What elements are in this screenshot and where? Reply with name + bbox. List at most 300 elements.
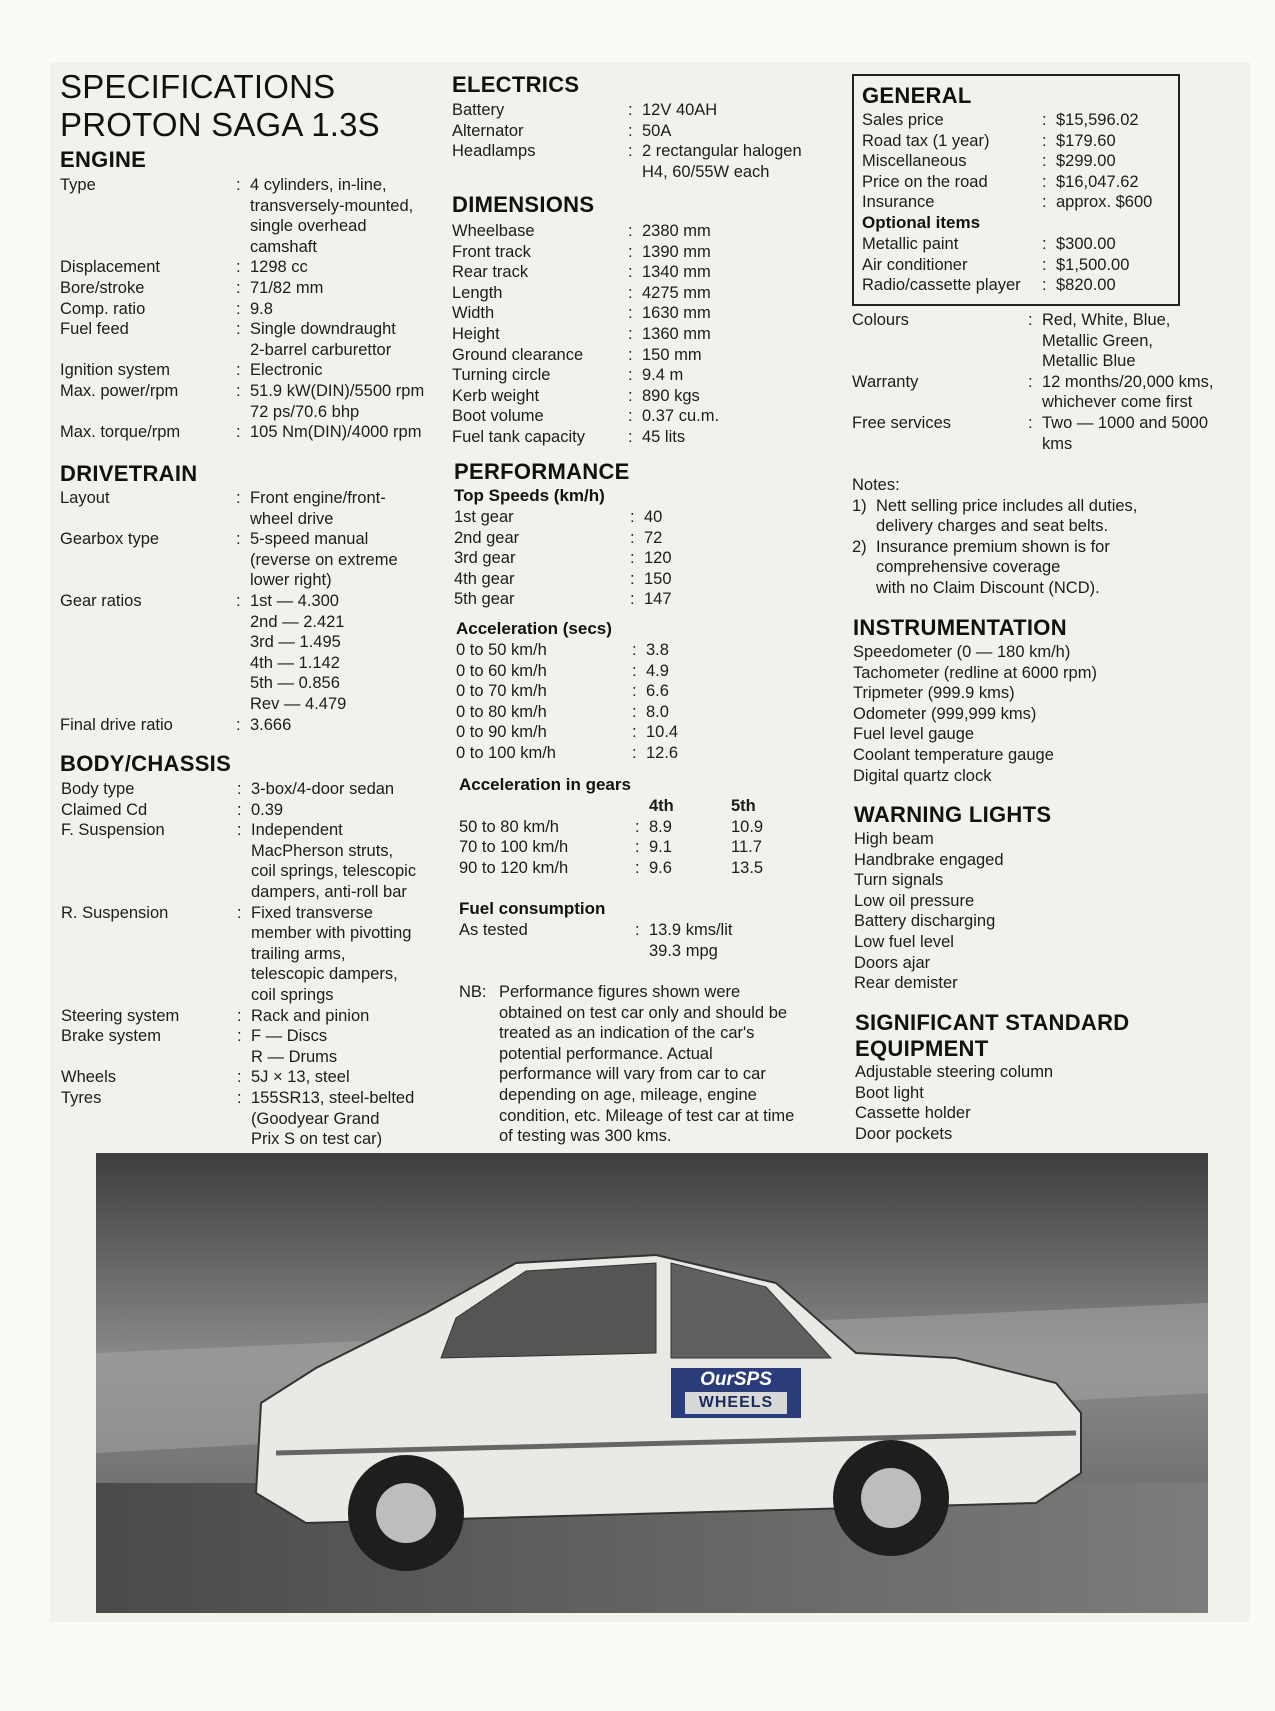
- colon-separator: :: [1042, 131, 1047, 150]
- colon-separator: :: [236, 423, 241, 442]
- spec-label: Wheelbase: [452, 222, 535, 240]
- spec-label: Colours: [852, 311, 909, 329]
- spec-label: Front track: [452, 242, 531, 261]
- spec-label: F. Suspension: [61, 821, 165, 840]
- spec-value: [1056, 255, 1172, 276]
- spec-row: [60, 278, 450, 299]
- spec-row: [862, 151, 1172, 172]
- list-item: Odometer (999,999 kms): [853, 704, 1037, 723]
- spec-value: [250, 175, 450, 257]
- spec-label: Battery: [452, 101, 505, 119]
- spec-value: [646, 702, 846, 723]
- spec-value-line: whichever come first: [1042, 393, 1193, 412]
- heading-line: SIGNIFICANT STANDARD: [855, 1010, 1130, 1035]
- spec-value-line: 50A: [642, 121, 672, 140]
- colon-separator: :: [632, 723, 637, 742]
- spec-value: [250, 319, 450, 360]
- spec-label: 1st gear: [454, 508, 514, 526]
- spec-label: Body type: [61, 780, 135, 798]
- gears-4th-value: 8.9: [649, 817, 672, 836]
- spec-label: Final drive ratio: [60, 715, 173, 734]
- notes-heading: Notes:: [852, 476, 900, 494]
- list-item: condition, etc. Mileage of test car at time: [499, 1106, 795, 1125]
- spec-value-line: lower right): [250, 571, 332, 590]
- spec-value: [644, 507, 844, 528]
- colon-separator: :: [632, 641, 637, 659]
- gears-5th-value: 10.9: [731, 817, 764, 836]
- spec-label: Rear track: [452, 263, 529, 282]
- colon-separator: :: [1028, 311, 1033, 329]
- spec-label: Miscellaneous: [862, 152, 967, 171]
- spec-row: [452, 365, 842, 386]
- spec-value: [1042, 413, 1252, 454]
- spec-value-line: 5J × 13, steel: [251, 1068, 350, 1087]
- colon-separator: :: [236, 591, 241, 610]
- spec-row: [452, 262, 842, 283]
- spec-label: R. Suspension: [61, 903, 169, 922]
- spec-row: [454, 528, 844, 549]
- spec-value-line: Rack and pinion: [251, 1006, 370, 1025]
- spec-value-line: 13.9 kms/lit: [649, 921, 733, 939]
- spec-row: [452, 345, 842, 366]
- spec-label: Comp. ratio: [60, 299, 146, 318]
- gears-row: [459, 858, 849, 879]
- spec-row: [452, 427, 842, 448]
- spec-value-line: 1630 mm: [642, 304, 711, 323]
- heading-line: EQUIPMENT: [855, 1036, 989, 1061]
- spec-value-line: 1390 mm: [642, 242, 711, 261]
- spec-label: Sales price: [862, 111, 944, 129]
- car-photo-image: [96, 1153, 1208, 1613]
- section-heading-engine: ENGINE: [60, 147, 147, 172]
- warning-lights-list: [854, 829, 1004, 994]
- spec-value-line: transversely-mounted,: [250, 196, 414, 215]
- general-prices: [862, 110, 1172, 213]
- spec-row: [60, 422, 450, 443]
- colon-separator: :: [237, 821, 242, 840]
- spec-label: Boot volume: [452, 407, 544, 426]
- spec-row: [60, 319, 450, 360]
- spec-label: 0 to 90 km/h: [456, 723, 547, 742]
- spec-value: [1056, 234, 1172, 255]
- spec-label: Fuel feed: [60, 320, 129, 339]
- note-line: Nett selling price includes all duties,: [876, 496, 1138, 515]
- nb-text: [499, 982, 794, 1147]
- spec-row: [452, 406, 842, 427]
- spec-value: [251, 1006, 451, 1027]
- acceleration-times: [456, 640, 846, 764]
- spec-value-line: 0.39: [251, 800, 284, 819]
- spec-row: [456, 702, 846, 723]
- spec-value-line: 72 ps/70.6 bhp: [250, 402, 360, 421]
- spec-value-line: F — Discs: [251, 1027, 328, 1046]
- spec-value-line: 120: [644, 549, 672, 568]
- colon-separator: :: [628, 407, 633, 426]
- spec-value-line: Metallic Green,: [1042, 331, 1153, 350]
- section-heading-dimensions: DIMENSIONS: [452, 192, 595, 217]
- spec-label: 0 to 60 km/h: [456, 661, 547, 680]
- spec-value-line: 3.666: [250, 715, 292, 734]
- spec-value-line: (reverse on extreme: [250, 550, 398, 569]
- spec-row: [862, 110, 1172, 131]
- spec-row: [60, 715, 450, 736]
- spec-value-line: Two — 1000 and 5000: [1042, 413, 1209, 432]
- list-item: treated as an indication of the car's: [499, 1024, 755, 1043]
- colon-separator: :: [236, 715, 241, 734]
- spec-value: [251, 1026, 451, 1067]
- spec-value: [1056, 151, 1172, 172]
- spec-row: [452, 283, 842, 304]
- section-heading-body: BODY/CHASSIS: [60, 751, 232, 776]
- spec-label: As tested: [459, 921, 528, 939]
- spec-value-line: $1,500.00: [1056, 255, 1130, 274]
- colon-separator: :: [635, 838, 640, 857]
- colon-separator: :: [237, 903, 242, 922]
- top-speeds: [454, 507, 844, 610]
- spec-value: [644, 528, 844, 549]
- spec-label: 0 to 50 km/h: [456, 641, 547, 659]
- spec-value-line: 12.6: [646, 743, 679, 762]
- spec-value: [649, 920, 849, 961]
- spec-label: Gear ratios: [60, 591, 142, 610]
- spec-value-line: coil springs: [251, 985, 334, 1004]
- spec-value: [250, 715, 450, 736]
- column-header-5th: 5th: [731, 797, 756, 815]
- spec-value: [646, 640, 846, 661]
- spec-value: [250, 360, 450, 381]
- colon-separator: :: [1042, 193, 1047, 212]
- colon-separator: :: [635, 817, 640, 836]
- spec-value-line: Front engine/front-: [250, 489, 386, 507]
- spec-label: Bore/stroke: [60, 278, 145, 297]
- spec-value: [250, 381, 450, 422]
- spec-value: [644, 589, 844, 610]
- colon-separator: :: [632, 682, 637, 701]
- spec-value-line: $16,047.62: [1056, 172, 1139, 191]
- colon-separator: :: [237, 780, 242, 798]
- spec-value-line: H4, 60/55W each: [642, 162, 770, 181]
- spec-value: [644, 569, 844, 590]
- spec-value-line: 4 cylinders, in-line,: [250, 176, 387, 194]
- spec-value: [646, 661, 846, 682]
- spec-label: Tyres: [61, 1088, 102, 1107]
- spec-label: 0 to 70 km/h: [456, 682, 547, 701]
- colon-separator: :: [236, 299, 241, 318]
- colon-separator: :: [628, 283, 633, 302]
- colon-separator: :: [628, 263, 633, 282]
- spec-row: [61, 820, 451, 902]
- fuel-consumption: [459, 920, 849, 961]
- spec-value-line: dampers, anti-roll bar: [251, 882, 407, 901]
- list-item: depending on age, mileage, engine: [499, 1085, 757, 1104]
- colon-separator: :: [630, 549, 635, 568]
- colon-separator: :: [237, 800, 242, 819]
- note-line: delivery charges and seat belts.: [876, 517, 1109, 536]
- list-item: Door pockets: [855, 1124, 953, 1143]
- spec-value: [251, 779, 451, 800]
- section-heading-equipment: [855, 1010, 1129, 1062]
- spec-label: Max. power/rpm: [60, 381, 179, 400]
- car-photo: [96, 1153, 1208, 1613]
- spec-row: [456, 722, 846, 743]
- spec-value-line: 4th — 1.142: [250, 653, 340, 672]
- spec-row: [454, 548, 844, 569]
- note-line: comprehensive coverage: [876, 558, 1061, 577]
- spec-row: [862, 255, 1172, 276]
- colon-separator: :: [236, 381, 241, 400]
- colon-separator: :: [1042, 172, 1047, 191]
- spec-value-line: MacPherson struts,: [251, 841, 394, 860]
- colon-separator: :: [628, 386, 633, 405]
- colon-separator: :: [236, 258, 241, 277]
- notes: [852, 475, 1252, 599]
- subheading-fuel: Fuel consumption: [459, 899, 606, 918]
- list-item: Rear demister: [854, 974, 958, 993]
- spec-label: Max. torque/rpm: [60, 423, 181, 442]
- colon-separator: :: [628, 345, 633, 364]
- colon-separator: :: [236, 361, 241, 380]
- spec-value: [642, 242, 842, 263]
- subheading-top-speeds: Top Speeds (km/h): [454, 486, 605, 505]
- spec-label: Width: [452, 304, 495, 323]
- colon-separator: :: [628, 142, 633, 161]
- column-header-4th: 4th: [649, 797, 674, 815]
- colon-separator: :: [1028, 413, 1033, 432]
- spec-value-line: 147: [644, 590, 672, 609]
- spec-value: [250, 299, 450, 320]
- spec-label: Price on the road: [862, 172, 988, 191]
- spec-value-line: 6.6: [646, 682, 669, 701]
- optional-items: [862, 234, 1172, 296]
- spec-value: [1056, 172, 1172, 193]
- colon-separator: :: [236, 278, 241, 297]
- spec-value-line: Fixed transverse: [251, 903, 373, 922]
- spec-value-line: 3rd — 1.495: [250, 633, 341, 652]
- spec-row: [60, 381, 450, 422]
- colon-separator: :: [628, 366, 633, 385]
- colon-separator: :: [632, 702, 637, 721]
- section-heading-general: GENERAL: [862, 83, 972, 108]
- spec-value-line: Electronic: [250, 361, 323, 380]
- spec-value-line: 150 mm: [642, 345, 702, 364]
- colon-separator: :: [628, 427, 633, 446]
- electrics-specs: [452, 100, 842, 182]
- spec-value-line: camshaft: [250, 237, 317, 256]
- spec-label: Displacement: [60, 258, 160, 277]
- sticker-text-bottom: WHEELS: [685, 1392, 787, 1414]
- colon-separator: :: [236, 489, 241, 507]
- spec-label: Layout: [60, 489, 110, 507]
- subheading-acceleration-gears: Acceleration in gears: [459, 775, 631, 794]
- list-item: Tachometer (redline at 6000 rpm): [853, 663, 1097, 682]
- spec-value-line: 12V 40AH: [642, 101, 718, 119]
- gears-5th-value: 11.7: [731, 838, 762, 857]
- spec-value-line: 2380 mm: [642, 222, 711, 240]
- spec-row: [61, 1088, 451, 1150]
- spec-value-line: 2nd — 2.421: [250, 612, 345, 631]
- colon-separator: :: [237, 1006, 242, 1025]
- colon-separator: :: [1042, 235, 1047, 253]
- spec-value-line: $15,596.02: [1056, 111, 1139, 129]
- list-item: Coolant temperature gauge: [853, 745, 1054, 764]
- gears-label: 70 to 100 km/h: [459, 838, 569, 857]
- spec-row: [862, 275, 1172, 296]
- spec-value: [1056, 131, 1172, 152]
- colon-separator: :: [237, 1088, 242, 1107]
- gears-label: 50 to 80 km/h: [459, 817, 559, 836]
- spec-value: [1056, 192, 1172, 213]
- spec-row: [61, 800, 451, 821]
- spec-label: Road tax (1 year): [862, 131, 990, 150]
- spec-value-line: (Goodyear Grand: [251, 1109, 380, 1128]
- spec-value-line: 105 Nm(DIN)/4000 rpm: [250, 423, 422, 442]
- spec-label: Alternator: [452, 121, 524, 140]
- spec-value-line: 150: [644, 569, 672, 588]
- equipment-list: [855, 1062, 1053, 1144]
- spec-value-line: $179.60: [1056, 131, 1116, 150]
- colon-separator: :: [236, 320, 241, 339]
- colon-separator: :: [630, 590, 635, 609]
- spec-label: Wheels: [61, 1068, 117, 1087]
- instrumentation-list: [853, 642, 1097, 786]
- spec-label: 2nd gear: [454, 528, 520, 547]
- spec-row: [60, 529, 450, 591]
- spec-label: 3rd gear: [454, 549, 516, 568]
- spec-value-line: 51.9 kW(DIN)/5500 rpm: [250, 381, 425, 400]
- section-heading-instrumentation: INSTRUMENTATION: [853, 615, 1067, 640]
- colon-separator: :: [628, 242, 633, 261]
- spec-value: [1042, 310, 1252, 372]
- title-line: SPECIFICATIONS: [60, 68, 336, 105]
- section-heading-warning-lights: WARNING LIGHTS: [854, 802, 1052, 827]
- subheading-optional-items: Optional items: [862, 213, 981, 232]
- colon-separator: :: [628, 304, 633, 323]
- spec-row: [852, 310, 1252, 372]
- spec-value-line: $820.00: [1056, 276, 1116, 295]
- spec-value: [642, 283, 842, 304]
- colon-separator: :: [1028, 372, 1033, 391]
- spec-label: Length: [452, 283, 503, 302]
- spec-value: [642, 303, 842, 324]
- spec-label: Ignition system: [60, 361, 171, 380]
- subheading-acceleration: Acceleration (secs): [456, 619, 612, 638]
- list-item: performance will vary from car to car: [499, 1065, 766, 1084]
- spec-value: [251, 1088, 451, 1150]
- list-item: Performance figures shown were: [499, 983, 741, 1001]
- spec-value-line: 5th — 0.856: [250, 674, 340, 693]
- colon-separator: :: [628, 101, 633, 119]
- spec-row: [61, 1067, 451, 1088]
- list-item: Low oil pressure: [854, 891, 975, 910]
- title-line: PROTON SAGA 1.3S: [60, 106, 380, 143]
- spec-value-line: 1360 mm: [642, 324, 711, 343]
- spec-value-line: 1298 cc: [250, 258, 308, 277]
- colon-separator: :: [630, 508, 635, 526]
- spec-value: [250, 529, 450, 591]
- spec-value: [250, 278, 450, 299]
- colon-separator: :: [1042, 276, 1047, 295]
- spec-row: [454, 507, 844, 528]
- note-text: [876, 496, 1137, 537]
- note-text: [876, 537, 1110, 599]
- spec-label: Warranty: [852, 372, 919, 391]
- note-number: 1): [852, 496, 867, 515]
- spec-row: [456, 681, 846, 702]
- gears-4th-value: 9.1: [649, 838, 672, 857]
- spec-value-line: $299.00: [1056, 152, 1116, 171]
- colon-separator: :: [1042, 152, 1047, 171]
- spec-value-line: 4275 mm: [642, 283, 711, 302]
- colon-separator: :: [237, 1027, 242, 1046]
- spec-value: [642, 221, 842, 242]
- spec-label: Air conditioner: [862, 255, 968, 274]
- spec-value-line: 3.8: [646, 641, 669, 659]
- spec-value: [642, 406, 842, 427]
- spec-value-line: 890 kgs: [642, 386, 700, 405]
- spec-value-line: 5-speed manual: [250, 530, 369, 549]
- spec-row: [452, 221, 842, 242]
- spec-row: [862, 172, 1172, 193]
- spec-row: [452, 141, 842, 182]
- spec-row: [61, 1026, 451, 1067]
- spec-value-line: 40: [644, 508, 663, 526]
- spec-row: [61, 1006, 451, 1027]
- nb-note: [459, 982, 859, 1147]
- note-line: Insurance premium shown is for: [876, 537, 1110, 556]
- spec-row: [60, 257, 450, 278]
- colon-separator: :: [628, 222, 633, 240]
- spec-value: [642, 365, 842, 386]
- colon-separator: :: [632, 661, 637, 680]
- spec-value-line: 1340 mm: [642, 263, 711, 282]
- spec-row: [456, 743, 846, 764]
- spec-label: 0 to 100 km/h: [456, 743, 556, 762]
- spec-value-line: 9.4 m: [642, 366, 684, 385]
- spec-value: [1056, 275, 1172, 296]
- spec-label: Fuel tank capacity: [452, 427, 585, 446]
- spec-value-line: approx. $600: [1056, 193, 1153, 212]
- nb-label: NB:: [459, 983, 487, 1001]
- spec-value: [251, 820, 451, 902]
- spec-value-line: Metallic Blue: [1042, 352, 1136, 371]
- spec-row: [852, 413, 1252, 454]
- spec-row: [452, 386, 842, 407]
- spec-value: [642, 386, 842, 407]
- note-number: 2): [852, 537, 867, 556]
- list-item: Adjustable steering column: [855, 1063, 1054, 1081]
- spec-value-line: single overhead: [250, 217, 367, 236]
- spec-row: [456, 640, 846, 661]
- spec-value-line: 3-box/4-door sedan: [251, 780, 395, 798]
- spec-value-line: Rev — 4.479: [250, 694, 347, 713]
- gears-header-row: [459, 796, 849, 817]
- colon-separator: :: [628, 324, 633, 343]
- spec-value-line: wheel drive: [250, 509, 334, 528]
- spec-row: [454, 589, 844, 610]
- spec-value-line: telescopic dampers,: [251, 965, 398, 984]
- note-item: [852, 496, 1252, 537]
- spec-value-line: 12 months/20,000 kms,: [1042, 372, 1214, 391]
- gears-4th-value: 9.6: [649, 858, 672, 877]
- colon-separator: :: [236, 176, 241, 194]
- spec-value: [642, 345, 842, 366]
- spec-label: Radio/cassette player: [862, 276, 1021, 295]
- drivetrain-specs: [60, 488, 450, 735]
- sticker-logo: [671, 1368, 801, 1418]
- spec-value-line: Red, White, Blue,: [1042, 311, 1171, 329]
- spec-row: [61, 903, 451, 1006]
- spec-value: [646, 743, 846, 764]
